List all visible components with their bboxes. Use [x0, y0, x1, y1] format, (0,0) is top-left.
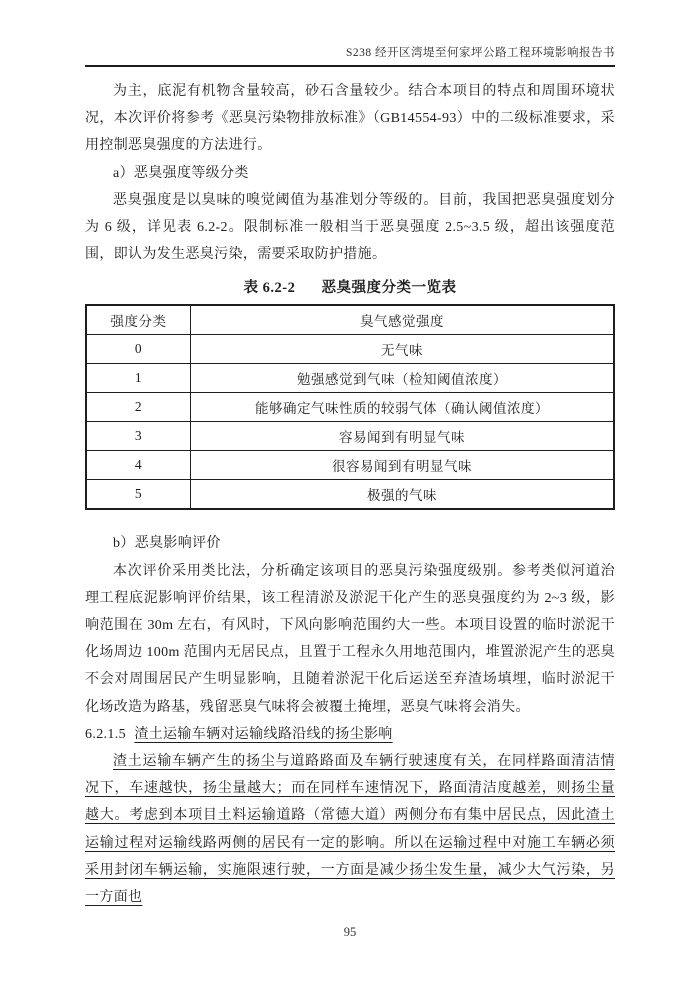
grade-cell: 5 — [86, 480, 191, 510]
table-row — [86, 451, 614, 480]
table-row — [86, 393, 614, 422]
page-header — [85, 44, 615, 67]
paragraph-odor-impact: 本次评价采用类比法，分析确定该项目的恶臭污染强度级别。参考类似河道治理工程底泥影响评价结果，该工程清淤及淤泥干化产生的恶臭强度约为 2~3 级，影响范围在 30m 左右，有风时，下风向影响范围约大一些。本项目设置的临时淤泥干化场周边 100m 范围内无居民点，且置于工程永久用地范围内，堆置淤泥产生的恶臭不会对周围居民产生明显影响，且随着淤泥干化后运送至弃渣场填埋，临时淤泥干化场改造为路基，残留恶臭气味将会被覆土掩埋，恶臭气味将会消失。 — [85, 563, 615, 715]
column-header-grade: 强度分类 — [86, 305, 191, 335]
table-row — [86, 335, 614, 364]
heading-odor-grades: a）恶臭强度等级分类 — [113, 165, 249, 181]
grade-cell: 0 — [86, 335, 191, 364]
description-cell: 容易闻到有明显气味 — [191, 422, 614, 451]
page-content — [85, 78, 615, 911]
column-header-description: 臭气感觉强度 — [191, 305, 614, 335]
section-heading-6215 — [85, 721, 615, 748]
table-caption-title: 恶臭强度分类一览表 — [321, 280, 457, 297]
table-row — [86, 480, 614, 510]
page-number: 95 — [343, 925, 357, 939]
odor-intensity-table — [85, 304, 615, 510]
table-row — [86, 422, 614, 451]
table-row — [86, 364, 614, 393]
heading-odor-impact: b）恶臭影响评价 — [113, 536, 221, 552]
description-cell: 能够确定气味性质的较弱气体（确认阈值浓度） — [191, 393, 614, 422]
table-caption-label: 表 6.2-2 — [243, 280, 296, 297]
grade-cell: 1 — [86, 364, 191, 393]
report-title: S238 经开区湾堤至何家坪公路工程环境影响报告书 — [345, 47, 615, 59]
grade-cell: 4 — [86, 451, 191, 480]
section-title: 渣土运输车辆对运输线路沿线的扬尘影响 — [134, 726, 393, 742]
table-caption — [85, 276, 615, 297]
section-number: 6.2.1.5 — [85, 726, 126, 742]
description-cell: 无气味 — [191, 335, 614, 364]
grade-cell: 3 — [86, 422, 191, 451]
paragraph-odor-grades: 恶臭强度是以臭味的嗅觉阈值为基准划分等级的。目前，我国把恶臭强度划分为 6 级，详见表 6.2-2。限制标准一般相当于恶臭强度 2.5~3.5 级，超出该强度范围，即认为发生恶臭污染，需要采取防护措施。 — [85, 192, 615, 263]
table-header-row — [86, 305, 614, 335]
description-cell: 极强的气味 — [191, 480, 614, 510]
description-cell: 很容易闻到有明显气味 — [191, 451, 614, 480]
paragraph-intro: 为主，底泥有机物含量较高，砂石含量较少。结合本项目的特点和周围环境状况，本次评价将参考《恶臭污染物排放标准》（GB14554-93）中的二级标准要求，采用控制恶臭强度的方法进行。 — [85, 84, 615, 154]
description-cell: 勉强感觉到气味（检知阈值浓度） — [191, 364, 614, 393]
grade-cell: 2 — [86, 393, 191, 422]
paragraph-dust-impact: 渣土运输车辆产生的扬尘与道路路面及车辆行驶速度有关，在同样路面清洁情况下，车速越快，扬尘量越大；而在同样车速情况下，路面清洁度越差，则扬尘量越大。考虑到本项目土料运输道路（常德大道）两侧分布有集中居民点，因此渣土运输过程对运输线路两侧的居民有一定的影响。所以在运输过程中对施工车辆必须采用封闭车辆运输，实施限速行驶，一方面是减少扬尘发生量，减少大气污染，另一方面也 — [85, 754, 615, 906]
